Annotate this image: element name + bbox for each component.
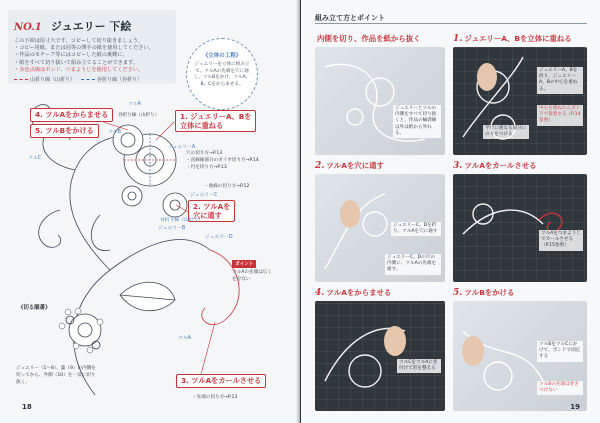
step-heading-5: 5. ツルBをかける [453,288,515,298]
photo-step-0 [315,47,445,155]
note-hole: 穴の切り方→P.13 [186,151,223,156]
photo-step-2 [315,174,445,282]
note-diamond: ・直線線部分のダイヤ切り方→P.14 [186,158,259,163]
pattern-number: NO.1 [14,22,42,33]
label-jewelry-d: ジュエリーD [205,235,233,240]
callout-step-3: 3. ツルAをカールさせる [176,374,266,388]
caption-step-3: ツルAをつまようじでカールさせる（P.15参照） [539,230,583,251]
caption-step-1b: 中心を重ねたらボンドで接着する（P.14参照） [537,105,583,126]
note-valley: 谷折り線（山折り） [118,113,160,118]
photo-step-4 [315,301,445,411]
photo-illustration-3 [453,174,587,282]
photo-step-5 [453,301,587,411]
intro-red-note: ・赤色点線はボンド、つまようじを使用してください。 [14,66,144,73]
label-jewelry-b: ジュエリーB [158,226,186,231]
photo-illustration-0 [315,47,445,155]
step-heading-4: 4. ツルAをからませる [315,288,392,298]
intro-text: この下絵は原寸大です。コピーして切り抜きましょう。 ・コピー用紙、または同等の薄手の紙を使用してください。 ・作品のモチーフ等にはコピーした紙の裏側に、 ・紙をすべて切り抜いて組み立てることができます。 ・赤色点線はボンド、つまようじを使用してください。 [14,38,170,74]
right-page [301,0,600,423]
callout-step-4: 4. ツルAをからませる [30,108,113,122]
caption-step-2b: ジュエリーC、Dの穴の内側に、ツルAの先端を通す。 [385,254,441,275]
caption-step-0: ジュエリーとツルの内側をすべて切り抜くと、作品の輪郭線以外は紙から外れる。 [393,105,441,138]
callout-step-2: 2. ツルAを 穴に通す [188,200,235,222]
caption-step-2: ジュエリーC、Dを折り、ツルAを穴に通す [391,222,441,236]
photo-step-3 [453,174,587,282]
caption-step-5b: ツルBの先端は巻きつけない [537,381,583,395]
label-tsuru-c: ツルC [28,156,41,161]
note-round: ・円を切り方→P.13 [186,165,227,170]
pattern-title: ジュエリー 下絵 [50,20,132,33]
label-jewelry-a: ジュエリーA [168,145,196,150]
page-number-right: 19 [570,403,580,411]
point-tag: ポイント [232,260,256,268]
label-tsuru-a-top: ツルA [128,102,141,107]
assembly-circle-note: 《立体の工程》 ジュエリーを立体に組み立て、ツルAの先端を穴に通し、ツルBをかけ、ツルA、B、Cをからませる。 [186,38,258,110]
caption-step-1a: ジュエリーA、Bを折り、ジュエリーA、Bの中心を重ねる。 [537,67,583,94]
caption-step-1c: 平行に重なる部分にのりをつける [483,125,529,139]
callout-step-5: 5. ツルBをかける [30,124,99,138]
caption-step-5: ツルBをツルCにかけて、ボンドで固定する [537,341,583,362]
section-rule [315,23,587,24]
photo-step-1 [453,47,587,155]
section-title: 組み立て方とポイント [315,14,385,22]
fold-legend: 山折り線（山折り） 谷折り線（谷折り） [14,76,170,83]
label-tsuru-a-bottom: ツルA [178,336,191,341]
label-tsuru-b-top: ツルB [108,130,121,135]
step-heading-3: 3. ツルAをカールさせる [453,161,537,171]
label-jewelry-c: ジュエリーC [190,193,218,198]
note-valley-2: 谷折り線（山折り） [160,218,204,223]
cut-order-title: 《切る順番》 [18,305,51,311]
step-heading-1: 1. ジュエリーA、Bを立体に重ねる [453,34,572,44]
caption-step-4: ツルCをツルAに巻付けて形を整える [397,359,441,373]
callout-step-1: 1. ジュエリーA、Bを 立体に重ねる [175,110,256,132]
photo-illustration-4 [315,301,445,411]
point-text: ツルAの先端は広くを分ない [232,270,272,282]
step-heading-0: 内側を切り、作品を紙から抜く [317,34,421,43]
step-heading-2: 2. ツルAを穴に通す [315,161,384,171]
note-bottom: ・先端の切り方→P.13 [192,395,238,400]
page-number-left: 18 [22,403,32,411]
note-fold: ・曲線の切り方→P.12 [204,184,250,189]
cut-order-note: ジュエリー（1～8）、葉（9）の内側を切ってから、外側（10）を一気に切り抜く。 [16,366,96,385]
